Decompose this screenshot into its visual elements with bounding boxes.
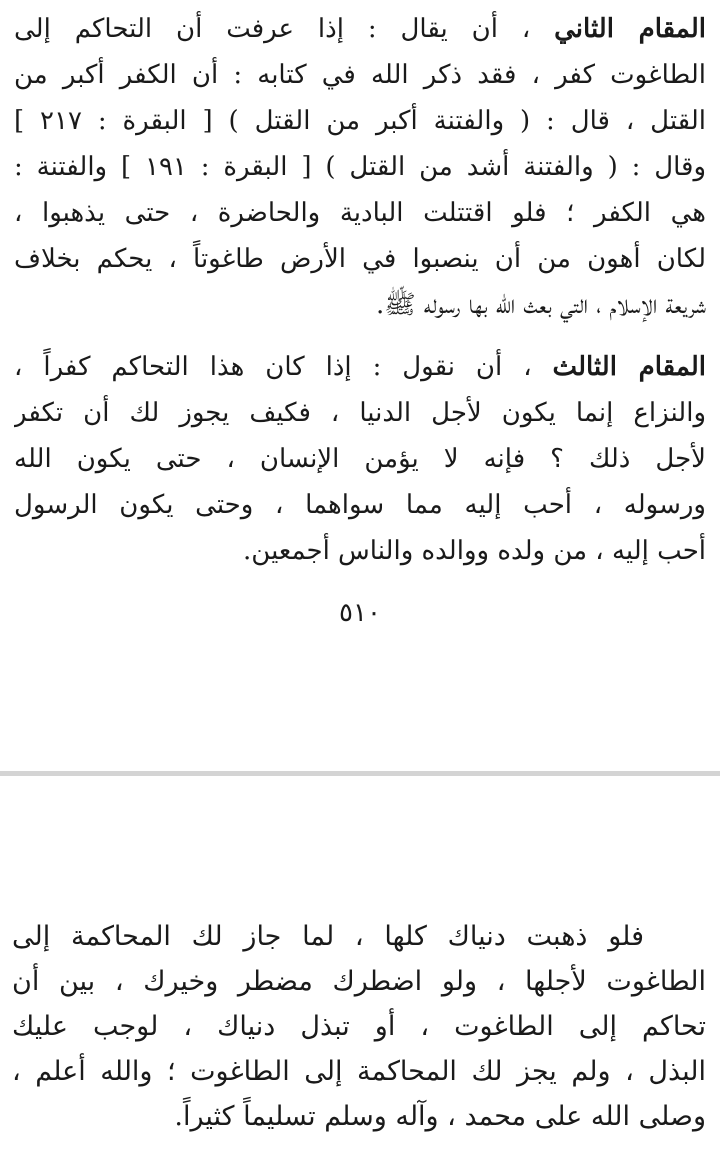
text-line: شريعة الإسلام ، التي بعث الله بها رسوله ﷺ. (375, 290, 706, 320)
text-line: وقال : ( والفتنة أشد من القتل ) [ البقرة : ١٩١ ] والفتنة : (14, 152, 706, 182)
text-run: ، أن نقول : إذا كان هذا التحاكم كفراً ، (14, 352, 532, 382)
closing-paragraph (12, 914, 706, 1139)
text-line: هي الكفر ؛ فلو اقتتلت البادية والحاضرة ، حتى يذهبوا ، (14, 198, 706, 228)
section-third-station (14, 344, 706, 574)
text-line: الطاغوت لأجلها ، ولو اضطرك مضطر وخيرك ، بين أن (12, 966, 706, 997)
text-line: القتل ، قال : ( والفتنة أكبر من القتل ) [ البقرة : ٢١٧ ] (14, 106, 706, 136)
text-line (14, 344, 706, 390)
section-heading: المقام الثاني (554, 14, 706, 44)
text-line: لأجل ذلك ؟ فإنه لا يؤمن الإنسان ، حتى يكون الله (14, 444, 706, 474)
section-second-station (14, 6, 706, 328)
text-line: وصلى الله على محمد ، وآله وسلم تسليماً كثيراً. (174, 1101, 706, 1132)
text-line: ورسوله ، أحب إليه مما سواهما ، وحتى يكون الرسول (14, 490, 706, 520)
text-line: البذل ، ولم يجز لك المحاكمة إلى الطاغوت ؛ والله أعلم ، (12, 1056, 706, 1087)
text-line: أحب إليه ، من ولده ووالده والناس أجمعين. (243, 536, 706, 566)
text-line: تحاكم إلى الطاغوت ، أو تبذل دنياك ، لوجب عليك (12, 1011, 706, 1042)
text-line: لكان أهون من أن ينصبوا في الأرض طاغوتاً ، يحكم بخلاف (14, 244, 706, 274)
text-run: ، أن يقال : إذا عرفت أن التحاكم إلى (14, 14, 531, 44)
text-line (14, 6, 706, 52)
text-line: الطاغوت كفر ، فقد ذكر الله في كتابه : أن الكفر أكبر من (14, 60, 706, 90)
text-line: فلو ذهبت دنياك كلها ، لما جاز لك المحاكمة إلى (12, 921, 644, 952)
page-511 (0, 776, 720, 1168)
page-number: ٥١٠ (339, 598, 381, 628)
text-line: والنزاع إنما يكون لأجل الدنيا ، فكيف يجوز لك أن تكفر (14, 398, 706, 428)
section-heading: المقام الثالث (552, 352, 706, 382)
